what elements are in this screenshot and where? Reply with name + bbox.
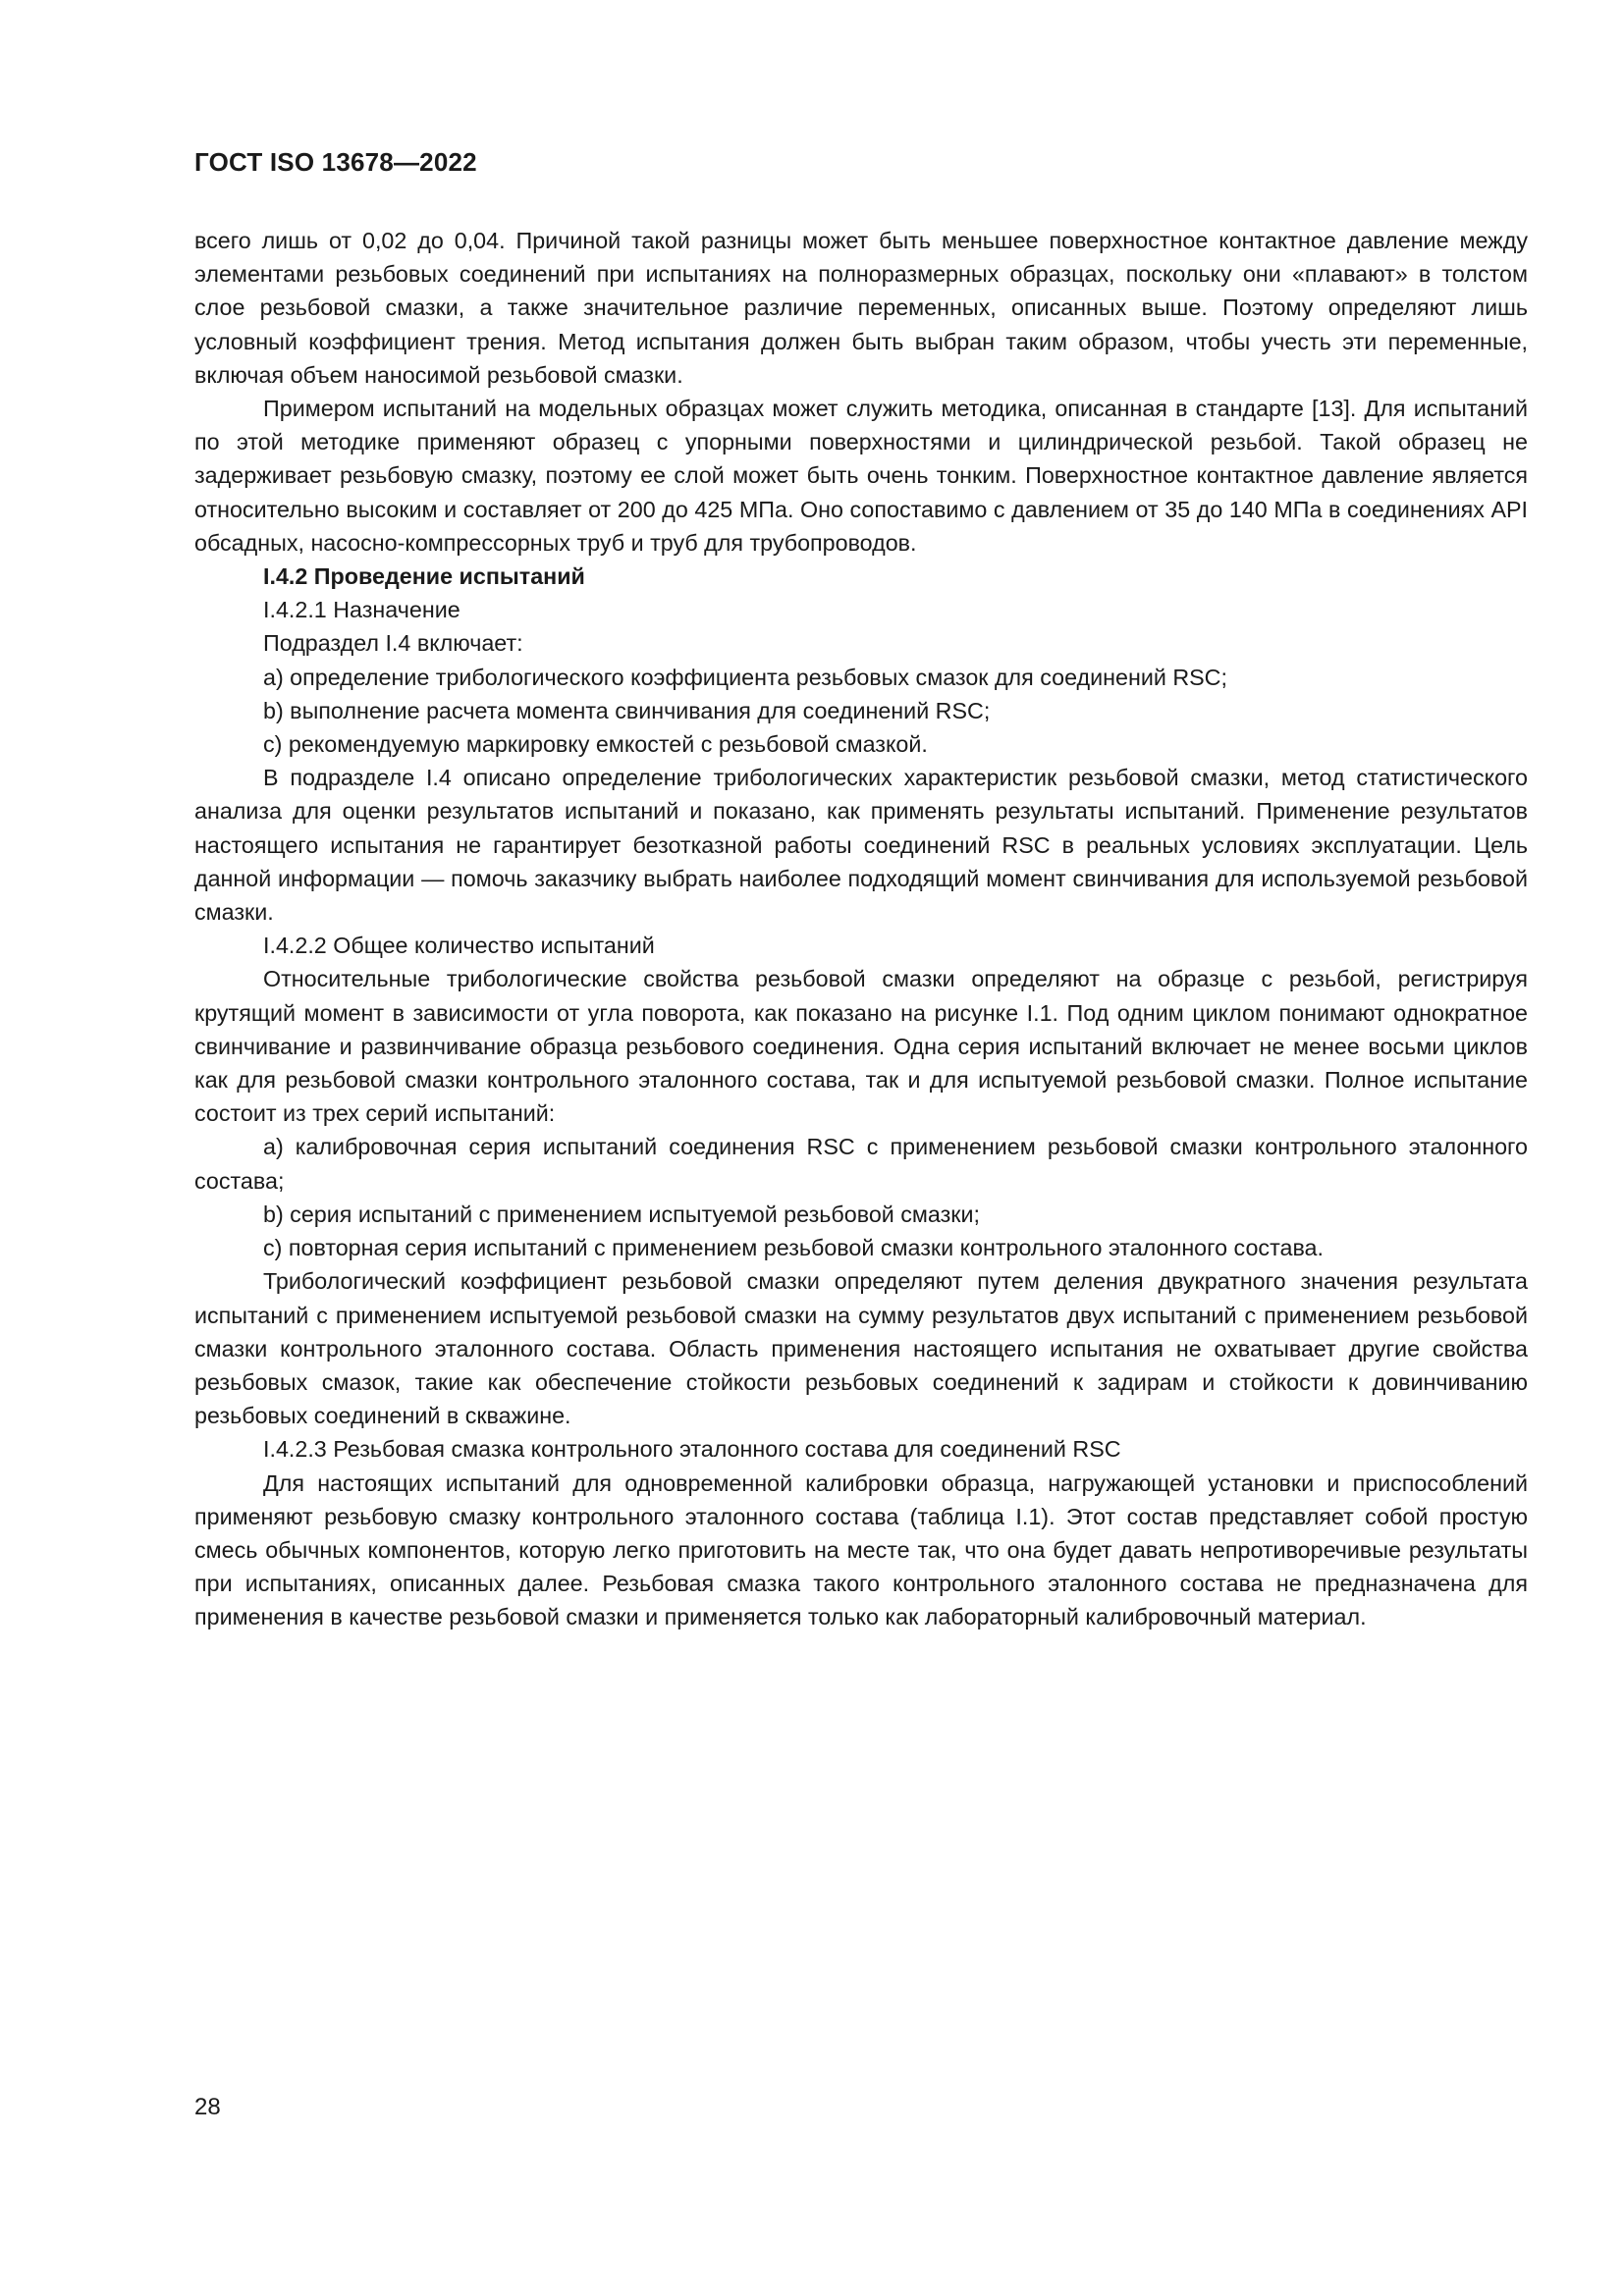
list-item: a) калибровочная серия испытаний соединения RSC с применением резьбовой смазки контрольного эталонного состава;: [194, 1134, 1528, 1194]
subsection-heading: I.4.2.2 Общее количество испытаний: [263, 933, 655, 959]
document-body: [194, 224, 1528, 1634]
section-heading: I.4.2 Проведение испытаний: [263, 563, 585, 590]
list-item: b) выполнение расчета момента свинчивания для соединений RSC;: [263, 697, 991, 723]
subsection-heading: I.4.2.1 Назначение: [263, 597, 460, 623]
subsection-heading: I.4.2.3 Резьбовая смазка контрольного эталонного состава для соединений RSC: [263, 1436, 1121, 1463]
body-paragraph: всего лишь от 0,02 до 0,04. Причиной такой разницы может быть меньшее поверхностное контактное давление между элементами резьбовых соединений при испытаниях на полноразмерных образцах, поскольку они «плавают» в толстом слое резьбовой смазки, а также значительное различие переменных, описанных выше. Поэтому определяют лишь условный коэффициент трения. Метод испытания должен быть выбран таким образом, чтобы учесть эти переменные, включая объем наносимой резьбовой смазки.: [194, 228, 1528, 388]
list-item: c) рекомендуемую маркировку емкостей с резьбовой смазкой.: [263, 731, 928, 758]
list-item: c) повторная серия испытаний с применением резьбовой смазки контрольного эталонного состава.: [263, 1235, 1324, 1261]
list-item: a) определение трибологического коэффициента резьбовых смазок для соединений RSC;: [263, 664, 1227, 690]
list-item: b) серия испытаний с применением испытуемой резьбовой смазки;: [263, 1201, 980, 1227]
document-header: ГОСТ ISO 13678—2022: [194, 147, 477, 177]
body-paragraph: Примером испытаний на модельных образцах может служить методика, описанная в стандарте [13]. Для испытаний по этой методике применяют образец с упорными поверхностями и цилиндрической резьбой. Такой образец не задерживает резьбовую смазку, поэтому ее слой может быть очень тонким. Поверхностное контактное давление является относительно высоким и составляет от 200 до 425 МПа. Оно сопоставимо с давлением от 35 до 140 МПа в соединениях API обсадных, насосно-компрессорных труб и труб для трубопроводов.: [194, 396, 1528, 556]
body-paragraph: Относительные трибологические свойства резьбовой смазки определяют на образце с резьбой, регистрируя крутящий момент в зависимости от угла поворота, как показано на рисунке I.1. Под одним циклом понимают однократное свинчивание и развинчивание образца резьбового соединения. Одна серия испытаний включает не менее восьми циклов как для резьбовой смазки контрольного эталонного состава, так и для испытуемой резьбовой смазки. Полное испытание состоит из трех серий испытаний:: [194, 966, 1528, 1127]
body-paragraph: Подраздел I.4 включает:: [263, 630, 523, 657]
body-paragraph: Для настоящих испытаний для одновременной калибровки образца, нагружающей установки и приспособлений применяют резьбовую смазку контрольного эталонного состава (таблица I.1). Этот состав представляет собой простую смесь обычных компонентов, которую легко приготовить на месте так, что она будет давать непротиворечивые результаты при испытаниях, описанных далее. Резьбовая смазка такого контрольного эталонного состава не предназначена для применения в качестве резьбовой смазки и применяется только как лабораторный калибровочный материал.: [194, 1469, 1528, 1630]
body-paragraph: Трибологический коэффициент резьбовой смазки определяют путем деления двукратного значения результата испытаний с применением испытуемой резьбовой смазки на сумму результатов двух испытаний с применением резьбовой смазки контрольного эталонного состава. Область применения настоящего испытания не охватывает другие свойства резьбовых смазок, такие как обеспечение стойкости резьбовых соединений к задирам и стойкости к довинчиванию резьбовых соединений в скважине.: [194, 1268, 1528, 1429]
body-paragraph: В подразделе I.4 описано определение трибологических характеристик резьбовой смазки, метод статистического анализа для оценки результатов испытаний и показано, как применять результаты испытаний. Применение результатов настоящего испытания не гарантирует безотказной работы соединений RSC в реальных условиях эксплуатации. Цель данной информации — помочь заказчику выбрать наиболее подходящий момент свинчивания для используемой резьбовой смазки.: [194, 765, 1528, 926]
page-number: 28: [194, 2094, 221, 2120]
